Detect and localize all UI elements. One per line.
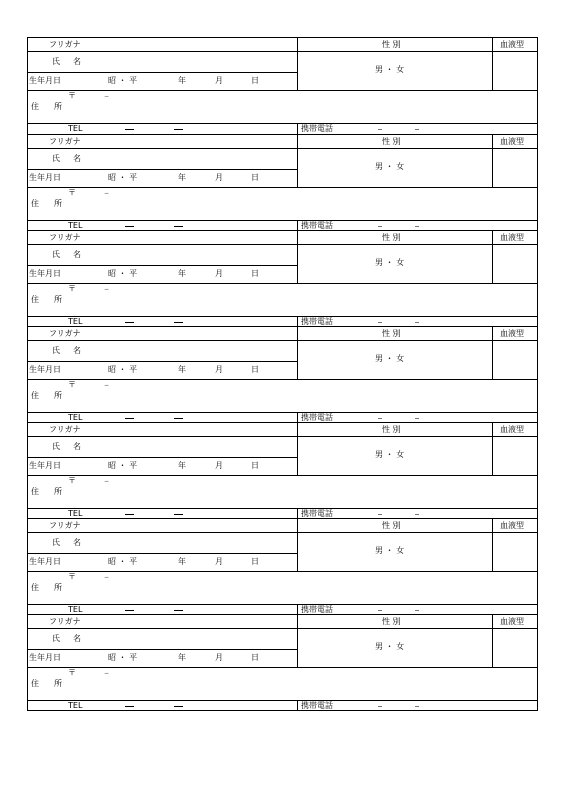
row-divider bbox=[28, 123, 537, 124]
name-field[interactable] bbox=[108, 438, 293, 455]
column-divider bbox=[492, 423, 493, 475]
postal-dash: − bbox=[104, 190, 110, 197]
gender-header: 性 別 bbox=[382, 233, 401, 242]
day-label: 日 bbox=[251, 173, 259, 182]
blood-type-header: 血液型 bbox=[500, 521, 524, 530]
tel-label: TEL bbox=[68, 509, 83, 518]
tel-separator bbox=[174, 610, 183, 611]
mobile-separator bbox=[378, 322, 382, 323]
tel-separator bbox=[125, 418, 134, 419]
blood-type-field[interactable] bbox=[494, 630, 536, 666]
address-label-1: 住 bbox=[31, 295, 39, 304]
postal-mark: 〒 bbox=[68, 572, 76, 581]
era-options[interactable]: 昭 ・ 平 bbox=[108, 173, 138, 182]
address-label-2: 所 bbox=[54, 102, 62, 111]
address-label-2: 所 bbox=[54, 199, 62, 208]
row-divider bbox=[28, 412, 537, 413]
tel-separator bbox=[125, 322, 134, 323]
name-label-2: 名 bbox=[73, 154, 81, 163]
furigana-label: フリガナ bbox=[49, 137, 81, 146]
tel-label: TEL bbox=[68, 413, 83, 422]
address-field[interactable] bbox=[88, 381, 533, 410]
tel-separator bbox=[174, 706, 183, 707]
mobile-separator bbox=[415, 514, 419, 515]
postal-dash: − bbox=[104, 93, 110, 100]
tel-separator bbox=[125, 226, 134, 227]
member-record bbox=[28, 230, 537, 326]
address-label-2: 所 bbox=[54, 391, 62, 400]
name-label-2: 名 bbox=[73, 634, 81, 643]
gender-header: 性 別 bbox=[382, 137, 401, 146]
birthdate-label: 生年月日 bbox=[29, 76, 61, 85]
era-options[interactable]: 昭 ・ 平 bbox=[108, 461, 138, 470]
column-divider bbox=[297, 38, 298, 90]
blood-type-field[interactable] bbox=[494, 342, 536, 378]
mobile-label: 携帯電話 bbox=[301, 509, 333, 518]
row-divider bbox=[28, 340, 297, 341]
header-divider bbox=[297, 148, 537, 149]
postal-mark: 〒 bbox=[68, 284, 76, 293]
row-divider bbox=[28, 571, 537, 572]
header-divider bbox=[297, 436, 537, 437]
blood-type-header: 血液型 bbox=[500, 617, 524, 626]
postal-mark: 〒 bbox=[68, 91, 76, 100]
month-label: 月 bbox=[215, 461, 223, 470]
member-record bbox=[28, 518, 537, 614]
year-label: 年 bbox=[178, 653, 186, 662]
name-label-1: 氏 bbox=[52, 442, 60, 451]
row-divider bbox=[28, 169, 297, 170]
mobile-separator bbox=[378, 610, 382, 611]
mobile-separator bbox=[415, 706, 419, 707]
row-divider bbox=[28, 436, 297, 437]
birthdate-label: 生年月日 bbox=[29, 557, 61, 566]
blood-type-field[interactable] bbox=[494, 150, 536, 186]
postal-dash: − bbox=[104, 670, 110, 677]
gender-header: 性 別 bbox=[382, 617, 401, 626]
row-divider bbox=[28, 148, 297, 149]
name-label-2: 名 bbox=[73, 57, 81, 66]
row-divider bbox=[28, 457, 297, 458]
name-label-1: 氏 bbox=[52, 538, 60, 547]
name-label-1: 氏 bbox=[52, 57, 60, 66]
row-divider bbox=[28, 316, 537, 317]
column-divider bbox=[297, 615, 298, 667]
name-label-2: 名 bbox=[73, 250, 81, 259]
member-record bbox=[28, 134, 537, 230]
gender-options[interactable]: 男 ・ 女 bbox=[375, 642, 405, 651]
gender-options[interactable]: 男 ・ 女 bbox=[375, 258, 405, 267]
header-divider bbox=[297, 532, 537, 533]
day-label: 日 bbox=[251, 76, 259, 85]
blood-type-header: 血液型 bbox=[500, 425, 524, 434]
row-divider bbox=[28, 283, 537, 284]
name-label-1: 氏 bbox=[52, 346, 60, 355]
mobile-separator bbox=[378, 226, 382, 227]
name-label-1: 氏 bbox=[52, 250, 60, 259]
name-field[interactable] bbox=[108, 150, 293, 167]
address-label-2: 所 bbox=[54, 583, 62, 592]
address-label-1: 住 bbox=[31, 583, 39, 592]
year-label: 年 bbox=[178, 173, 186, 182]
blood-type-field[interactable] bbox=[494, 438, 536, 474]
mobile-label: 携帯電話 bbox=[301, 605, 333, 614]
month-label: 月 bbox=[215, 173, 223, 182]
name-label-1: 氏 bbox=[52, 634, 60, 643]
row-divider bbox=[28, 475, 537, 476]
tel-label: TEL bbox=[68, 605, 83, 614]
mobile-label: 携帯電話 bbox=[301, 701, 333, 710]
blood-type-header: 血液型 bbox=[500, 233, 524, 242]
address-field[interactable] bbox=[88, 477, 533, 506]
row-divider bbox=[28, 220, 537, 221]
mobile-label: 携帯電話 bbox=[301, 221, 333, 230]
blood-type-field[interactable] bbox=[494, 534, 536, 570]
postal-mark: 〒 bbox=[68, 380, 76, 389]
era-options[interactable]: 昭 ・ 平 bbox=[108, 269, 138, 278]
column-divider bbox=[492, 135, 493, 187]
furigana-label: フリガナ bbox=[49, 329, 81, 338]
address-label-2: 所 bbox=[54, 487, 62, 496]
address-label-2: 所 bbox=[54, 295, 62, 304]
registration-sheet bbox=[27, 37, 538, 711]
column-divider bbox=[297, 123, 298, 134]
mobile-separator bbox=[415, 418, 419, 419]
day-label: 日 bbox=[251, 461, 259, 470]
year-label: 年 bbox=[178, 461, 186, 470]
gender-header: 性 別 bbox=[382, 40, 401, 49]
postal-mark: 〒 bbox=[68, 476, 76, 485]
column-divider bbox=[297, 135, 298, 187]
address-field[interactable] bbox=[88, 285, 533, 314]
postal-dash: − bbox=[104, 574, 110, 581]
row-divider bbox=[28, 649, 297, 650]
name-label-2: 名 bbox=[73, 538, 81, 547]
furigana-label: フリガナ bbox=[49, 521, 81, 530]
tel-separator bbox=[174, 514, 183, 515]
name-field[interactable] bbox=[108, 534, 293, 551]
gender-options[interactable]: 男 ・ 女 bbox=[375, 450, 405, 459]
tel-separator bbox=[174, 322, 183, 323]
gender-header: 性 別 bbox=[382, 329, 401, 338]
furigana-label: フリガナ bbox=[49, 425, 81, 434]
name-label-2: 名 bbox=[73, 346, 81, 355]
postal-dash: − bbox=[104, 382, 110, 389]
gender-options[interactable]: 男 ・ 女 bbox=[375, 354, 405, 363]
column-divider bbox=[297, 423, 298, 475]
address-field[interactable] bbox=[88, 573, 533, 602]
column-divider bbox=[297, 231, 298, 283]
column-divider bbox=[492, 327, 493, 379]
row-divider bbox=[28, 90, 537, 91]
address-field[interactable] bbox=[88, 189, 533, 218]
mobile-label: 携帯電話 bbox=[301, 317, 333, 326]
row-divider bbox=[28, 700, 537, 701]
blood-type-header: 血液型 bbox=[500, 329, 524, 338]
mobile-separator bbox=[415, 129, 419, 130]
era-options[interactable]: 昭 ・ 平 bbox=[108, 76, 138, 85]
member-record bbox=[28, 614, 537, 710]
tel-separator bbox=[125, 129, 134, 130]
day-label: 日 bbox=[251, 269, 259, 278]
month-label: 月 bbox=[215, 269, 223, 278]
tel-separator bbox=[174, 129, 183, 130]
row-divider bbox=[28, 628, 297, 629]
day-label: 日 bbox=[251, 365, 259, 374]
member-record bbox=[28, 326, 537, 422]
header-divider bbox=[297, 340, 537, 341]
postal-mark: 〒 bbox=[68, 668, 76, 677]
name-label-1: 氏 bbox=[52, 154, 60, 163]
tel-label: TEL bbox=[68, 317, 83, 326]
mobile-separator bbox=[378, 706, 382, 707]
address-label-1: 住 bbox=[31, 487, 39, 496]
name-field[interactable] bbox=[108, 630, 293, 647]
row-divider bbox=[28, 244, 297, 245]
row-divider bbox=[28, 508, 537, 509]
address-label-1: 住 bbox=[31, 102, 39, 111]
month-label: 月 bbox=[215, 76, 223, 85]
year-label: 年 bbox=[178, 557, 186, 566]
address-field[interactable] bbox=[88, 92, 533, 121]
tel-label: TEL bbox=[68, 701, 83, 710]
furigana-label: フリガナ bbox=[49, 233, 81, 242]
mobile-separator bbox=[378, 514, 382, 515]
month-label: 月 bbox=[215, 557, 223, 566]
tel-separator bbox=[125, 514, 134, 515]
mobile-separator bbox=[415, 322, 419, 323]
mobile-separator bbox=[378, 418, 382, 419]
address-label-1: 住 bbox=[31, 391, 39, 400]
tel-separator bbox=[125, 610, 134, 611]
era-options[interactable]: 昭 ・ 平 bbox=[108, 365, 138, 374]
row-divider bbox=[28, 51, 297, 52]
row-divider bbox=[28, 187, 537, 188]
birthdate-label: 生年月日 bbox=[29, 653, 61, 662]
row-divider bbox=[28, 265, 297, 266]
row-divider bbox=[28, 667, 537, 668]
name-field[interactable] bbox=[108, 342, 293, 359]
blood-type-field[interactable] bbox=[494, 246, 536, 282]
gender-header: 性 別 bbox=[382, 521, 401, 530]
column-divider bbox=[297, 700, 298, 711]
gender-header: 性 別 bbox=[382, 425, 401, 434]
postal-dash: − bbox=[104, 478, 110, 485]
header-divider bbox=[297, 51, 537, 52]
birthdate-label: 生年月日 bbox=[29, 269, 61, 278]
tel-separator bbox=[174, 226, 183, 227]
gender-options[interactable]: 男 ・ 女 bbox=[375, 546, 405, 555]
day-label: 日 bbox=[251, 557, 259, 566]
furigana-label: フリガナ bbox=[49, 40, 81, 49]
mobile-separator bbox=[415, 610, 419, 611]
mobile-label: 携帯電話 bbox=[301, 124, 333, 133]
blood-type-header: 血液型 bbox=[500, 40, 524, 49]
address-label-2: 所 bbox=[54, 679, 62, 688]
month-label: 月 bbox=[215, 365, 223, 374]
column-divider bbox=[492, 615, 493, 667]
row-divider bbox=[28, 379, 537, 380]
day-label: 日 bbox=[251, 653, 259, 662]
tel-separator bbox=[125, 706, 134, 707]
address-label-1: 住 bbox=[31, 679, 39, 688]
era-options[interactable]: 昭 ・ 平 bbox=[108, 653, 138, 662]
name-field[interactable] bbox=[108, 246, 293, 263]
row-divider bbox=[28, 361, 297, 362]
blood-type-field[interactable] bbox=[494, 53, 536, 89]
gender-options[interactable]: 男 ・ 女 bbox=[375, 65, 405, 74]
column-divider bbox=[492, 38, 493, 90]
furigana-label: フリガナ bbox=[49, 617, 81, 626]
year-label: 年 bbox=[178, 76, 186, 85]
member-record bbox=[28, 38, 537, 134]
postal-dash: − bbox=[104, 286, 110, 293]
row-divider bbox=[28, 604, 537, 605]
blood-type-header: 血液型 bbox=[500, 137, 524, 146]
name-label-2: 名 bbox=[73, 442, 81, 451]
era-options[interactable]: 昭 ・ 平 bbox=[108, 557, 138, 566]
birthdate-label: 生年月日 bbox=[29, 173, 61, 182]
address-field[interactable] bbox=[88, 669, 533, 698]
year-label: 年 bbox=[178, 269, 186, 278]
name-field[interactable] bbox=[108, 53, 293, 70]
header-divider bbox=[297, 628, 537, 629]
postal-mark: 〒 bbox=[68, 188, 76, 197]
column-divider bbox=[492, 519, 493, 571]
mobile-label: 携帯電話 bbox=[301, 413, 333, 422]
mobile-separator bbox=[378, 129, 382, 130]
month-label: 月 bbox=[215, 653, 223, 662]
row-divider bbox=[28, 532, 297, 533]
tel-label: TEL bbox=[68, 221, 83, 230]
column-divider bbox=[297, 519, 298, 571]
column-divider bbox=[492, 231, 493, 283]
column-divider bbox=[297, 327, 298, 379]
year-label: 年 bbox=[178, 365, 186, 374]
tel-label: TEL bbox=[68, 124, 83, 133]
member-record bbox=[28, 422, 537, 518]
mobile-separator bbox=[415, 226, 419, 227]
header-divider bbox=[297, 244, 537, 245]
row-divider bbox=[28, 72, 297, 73]
address-label-1: 住 bbox=[31, 199, 39, 208]
birthdate-label: 生年月日 bbox=[29, 365, 61, 374]
row-divider bbox=[28, 553, 297, 554]
tel-separator bbox=[174, 418, 183, 419]
gender-options[interactable]: 男 ・ 女 bbox=[375, 162, 405, 171]
birthdate-label: 生年月日 bbox=[29, 461, 61, 470]
